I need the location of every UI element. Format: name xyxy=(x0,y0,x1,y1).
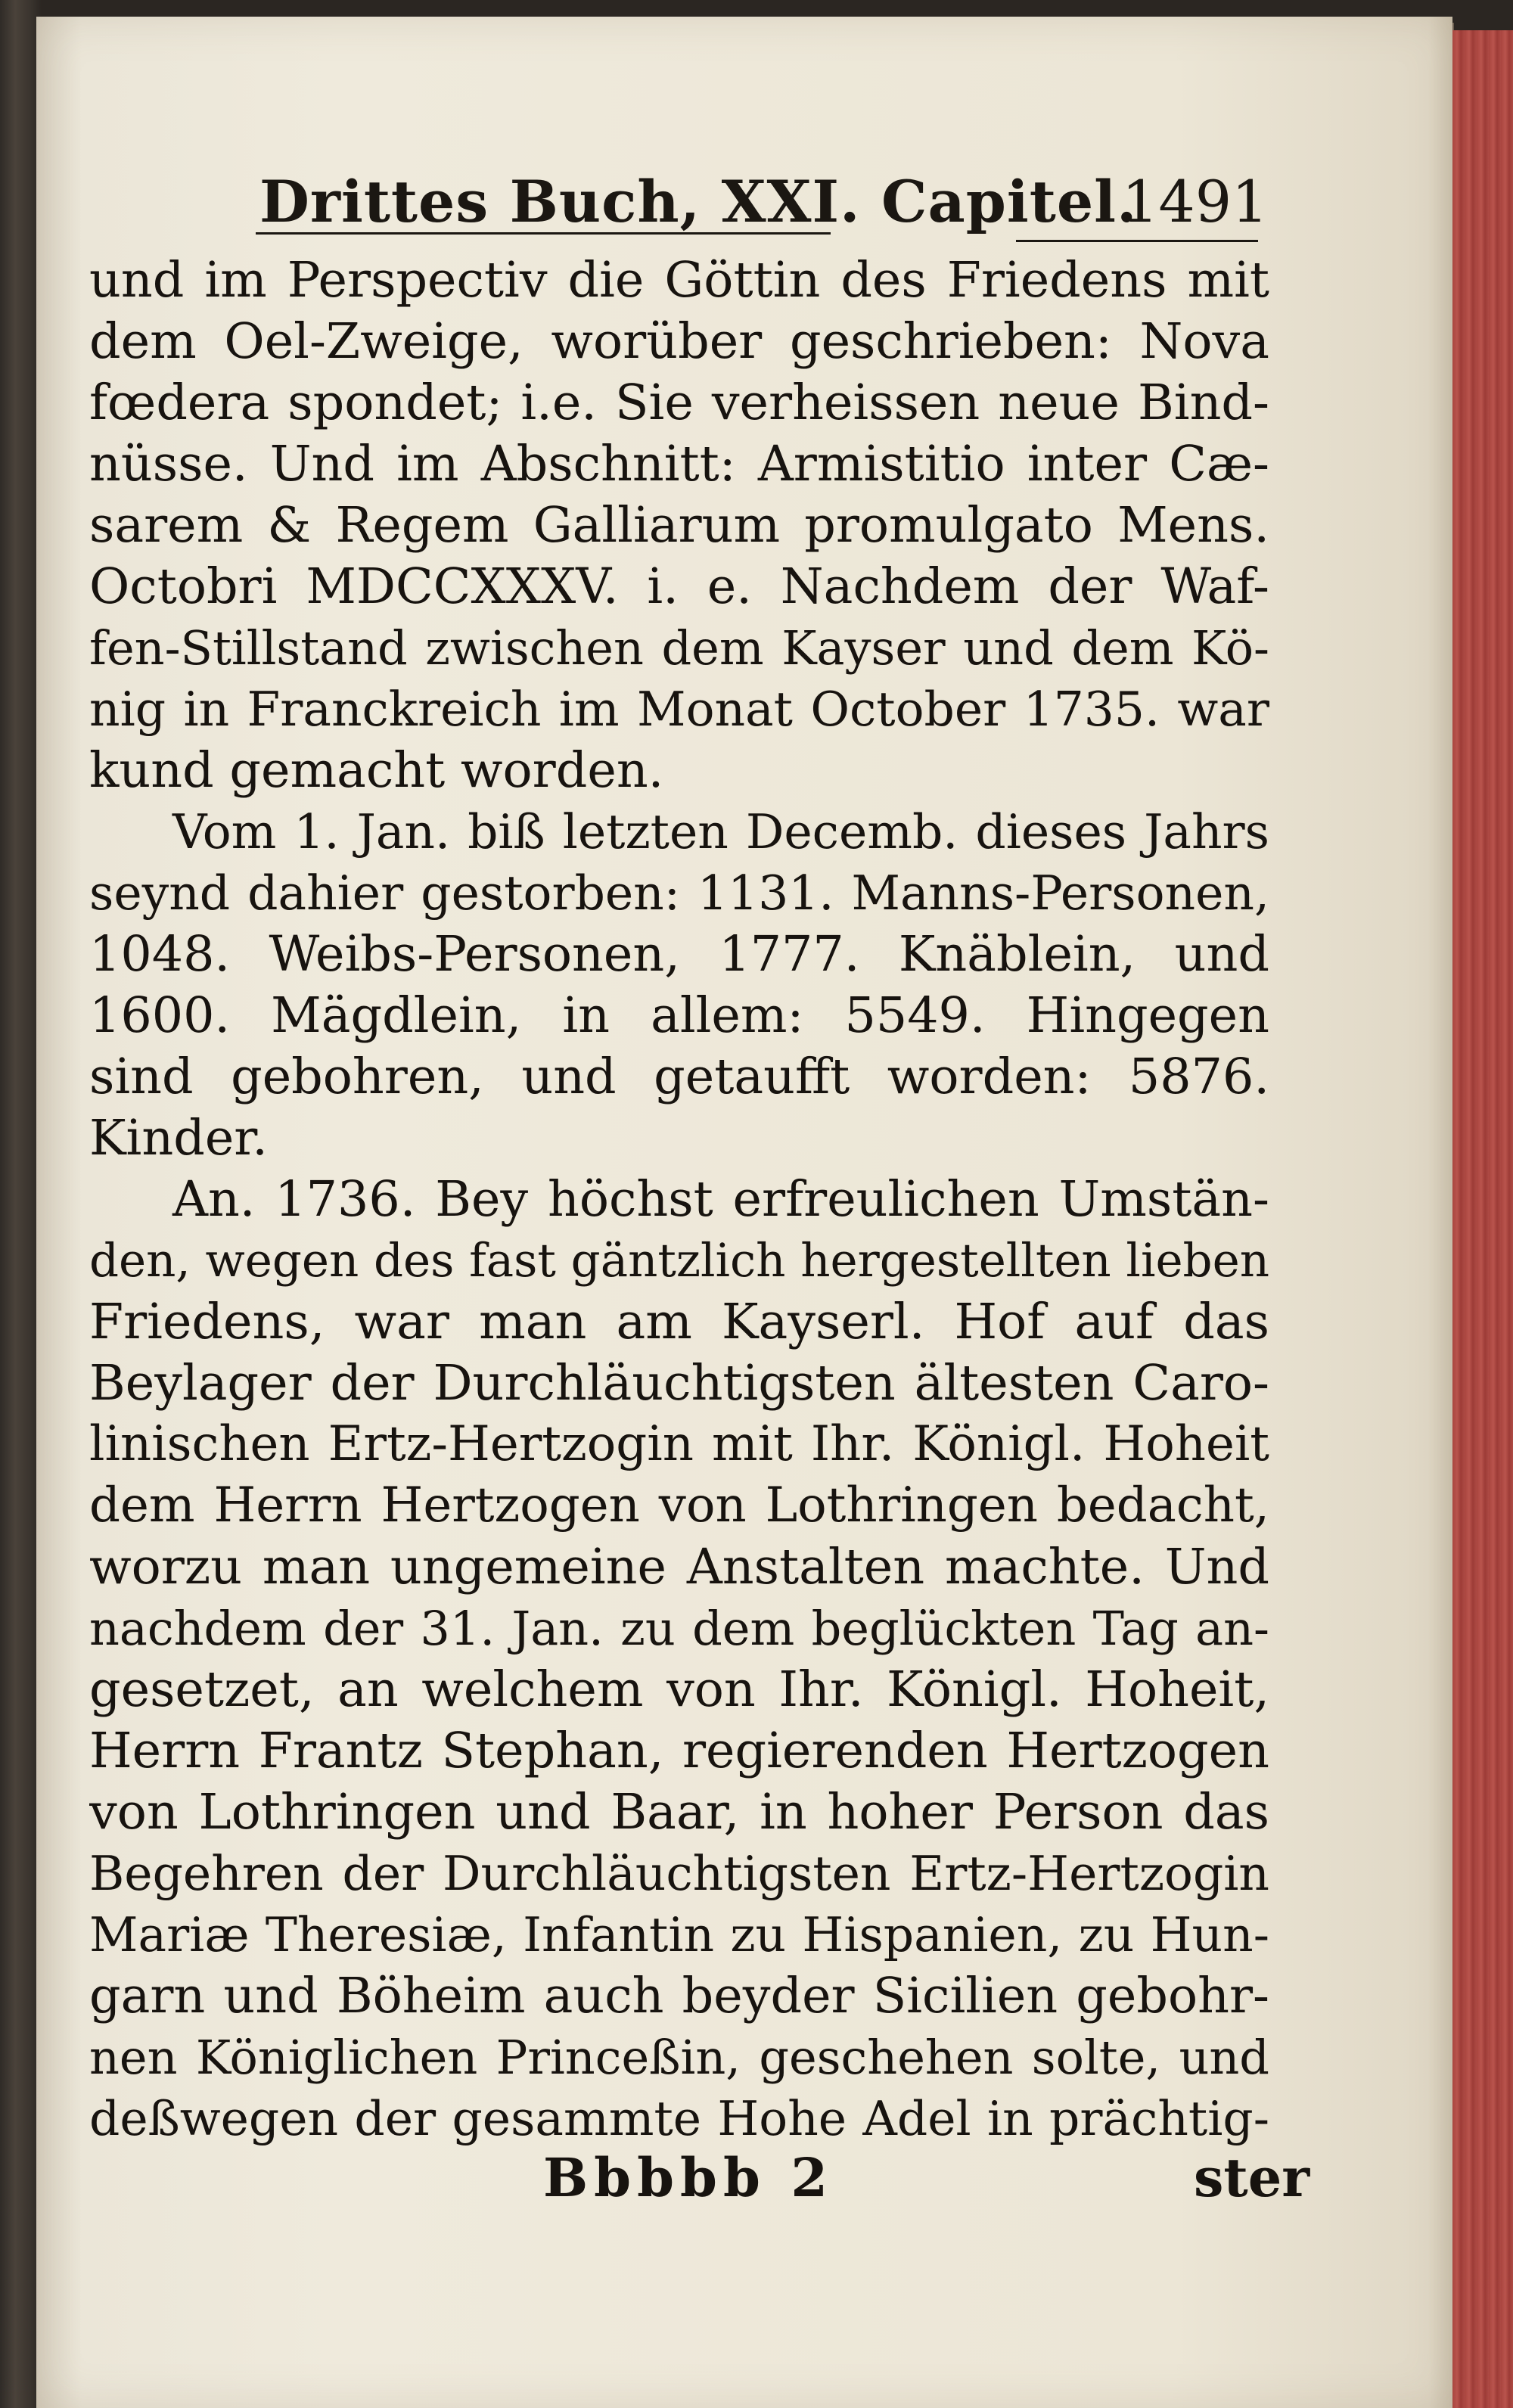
header-rule-right xyxy=(1016,240,1258,242)
text-line: 1048. Weibs-Personen, 1777. Knäblein, und xyxy=(89,926,1269,983)
text-line: sind gebohren, und getaufft worden: 5876. xyxy=(89,1049,1269,1105)
text-line: linischen Ertz-Hertzogin mit Ihr. Königl. Hoheit xyxy=(89,1416,1269,1472)
text-line: gesetzet, an welchem von Ihr. Königl. Hoheit, xyxy=(89,1661,1269,1718)
book-page xyxy=(36,17,1452,2408)
text-line: Herrn Frantz Stephan, regierenden Hertzogen xyxy=(89,1723,1269,1779)
body-text xyxy=(89,250,1269,2149)
text-line: Kinder. xyxy=(89,1110,268,1167)
text-line: fœdera spondet; i.e. Sie verheissen neue Bind- xyxy=(89,374,1269,431)
text-line: seynd dahier gestorben: 1131. Manns-Personen, xyxy=(89,865,1269,921)
text-line: 1600. Mägdlein, in allem: 5549. Hingegen xyxy=(89,987,1269,1044)
text-line: Friedens, war man am Kayserl. Hof auf das xyxy=(89,1294,1269,1350)
text-line: deßwegen der gesammte Hohe Adel in prächtig- xyxy=(89,2091,1269,2146)
page-header xyxy=(259,168,1269,251)
text-line: Octobri MDCCXXXV. i. e. Nachdem der Waf- xyxy=(89,558,1269,615)
text-line: garn und Böheim auch beyder Sicilien gebohr- xyxy=(89,1968,1269,2024)
header-rule-left xyxy=(256,232,831,235)
text-line: nen Königlichen Princeßin, geschehen solte, und xyxy=(89,2030,1269,2085)
text-line: nachdem der 31. Jan. zu dem beglückten Tag an- xyxy=(89,1601,1269,1656)
text-line: den, wegen des fast gäntzlich hergestellten lieben xyxy=(89,1234,1269,1288)
running-head: Drittes Buch, XXI. Capitel. xyxy=(259,168,1138,235)
text-line: Begehren der Durchläuchtigsten Ertz-Hertzogin xyxy=(89,1846,1269,1901)
paragraph-start-line: An. 1736. Bey höchst erfreulichen Umstän- xyxy=(172,1171,1269,1228)
text-line: sarem & Regem Galliarum promulgato Mens. xyxy=(89,497,1269,554)
text-line: Beylager der Durchläuchtigsten ältesten Caro- xyxy=(89,1355,1269,1412)
red-page-edges xyxy=(1452,30,1513,2408)
text-line: und im Perspectiv die Göttin des Friedens mit xyxy=(89,252,1269,309)
text-line: nig in Franckreich im Monat October 1735. war xyxy=(89,682,1269,737)
signature-mark: Bbbbb 2 xyxy=(543,2146,834,2209)
catchword: ster xyxy=(1194,2146,1310,2209)
text-line: nüsse. Und im Abschnitt: Armistitio inter Cæ- xyxy=(89,436,1269,492)
text-line: kund gemacht worden. xyxy=(89,742,664,799)
text-line: Mariæ Theresiæ, Infantin zu Hispanien, zu Hun- xyxy=(89,1907,1269,1962)
page-number: 1491 xyxy=(1122,168,1269,235)
text-line: worzu man ungemeine Anstalten machte. Und xyxy=(89,1539,1269,1595)
text-line: von Lothringen und Baar, in hoher Person das xyxy=(89,1784,1269,1841)
text-line: dem Oel-Zweige, worüber geschrieben: Nova xyxy=(89,313,1269,370)
paragraph-start-line: Vom 1. Jan. biß letzten Decemb. dieses Jahrs xyxy=(172,804,1269,859)
text-line: dem Herrn Hertzogen von Lothringen bedacht, xyxy=(89,1477,1269,1533)
text-line: fen-Stillstand zwischen dem Kayser und dem Kö- xyxy=(89,620,1269,676)
page-footer xyxy=(89,2146,1310,2209)
